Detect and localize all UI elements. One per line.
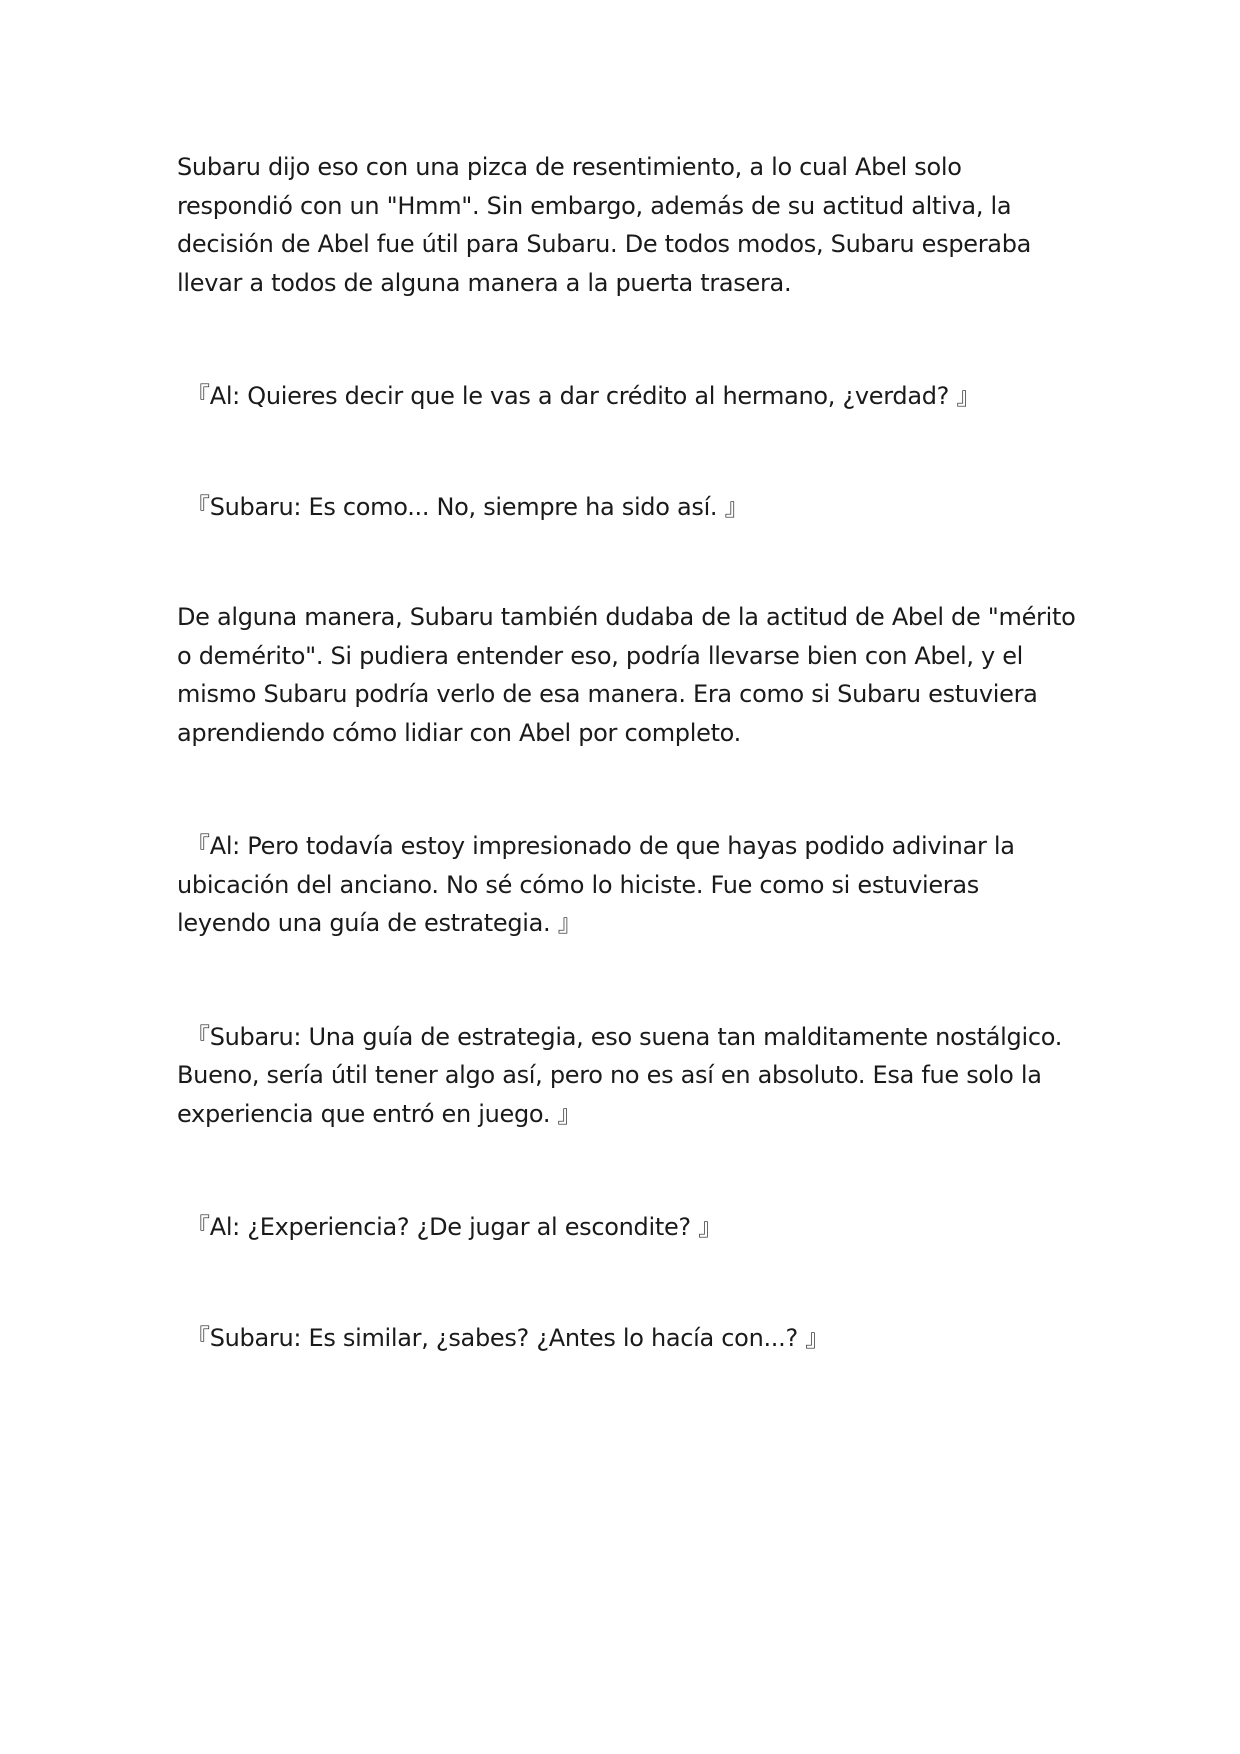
paragraph-narration-2: De alguna manera, Subaru también dudaba de la actitud de Abel de "mérito o demérito". Si pudiera entender eso, podría llevarse bien con Abel, y el mismo Subaru podría verlo de esa manera. Era como si Subaru estuviera aprendiendo cómo lidiar con Abel por completo. <box>177 603 1076 747</box>
paragraph-gap <box>177 526 1077 598</box>
paragraph-gap <box>177 752 1077 827</box>
paragraph-gap <box>177 302 1077 377</box>
document-body <box>177 148 1077 1357</box>
paragraph-gap <box>177 416 1077 488</box>
paragraph-gap <box>177 943 1077 1018</box>
paragraph-dialogue-al-1: 『Al: Quieres decir que le vas a dar crédito al hermano, ¿verdad? 』 <box>186 382 981 410</box>
paragraph-dialogue-al-2: 『Al: Pero todavía estoy impresionado de que hayas podido adivinar la ubicación del anciano. No sé cómo lo hiciste. Fue como si estuvieras leyendo una guía de estrategia. 』 <box>177 832 1015 937</box>
paragraph-dialogue-al-3: 『Al: ¿Experiencia? ¿De jugar al escondite? 』 <box>186 1213 722 1241</box>
paragraph-dialogue-subaru-2: 『Subaru: Una guía de estrategia, eso suena tan malditamente nostálgico. Bueno, sería útil tener algo así, pero no es así en absoluto. Esa fue solo la experiencia que entró en juego. 』 <box>177 1022 1063 1128</box>
paragraph-gap <box>177 1133 1077 1208</box>
paragraph-gap <box>177 1247 1077 1319</box>
paragraph-dialogue-subaru-1: 『Subaru: Es como... No, siempre ha sido así. 』 <box>186 492 749 521</box>
paragraph-dialogue-subaru-3: 『Subaru: Es similar, ¿sabes? ¿Antes lo hacía con...? 』 <box>186 1323 829 1352</box>
paragraph-narration-1: Subaru dijo eso con una pizca de resentimiento, a lo cual Abel solo respondió con un "Hmm". Sin embargo, además de su actitud altiva, la decisión de Abel fue útil para Subaru. De todos modos, Subaru esperaba llevar a todos de alguna manera a la puerta trasera. <box>177 153 1032 297</box>
